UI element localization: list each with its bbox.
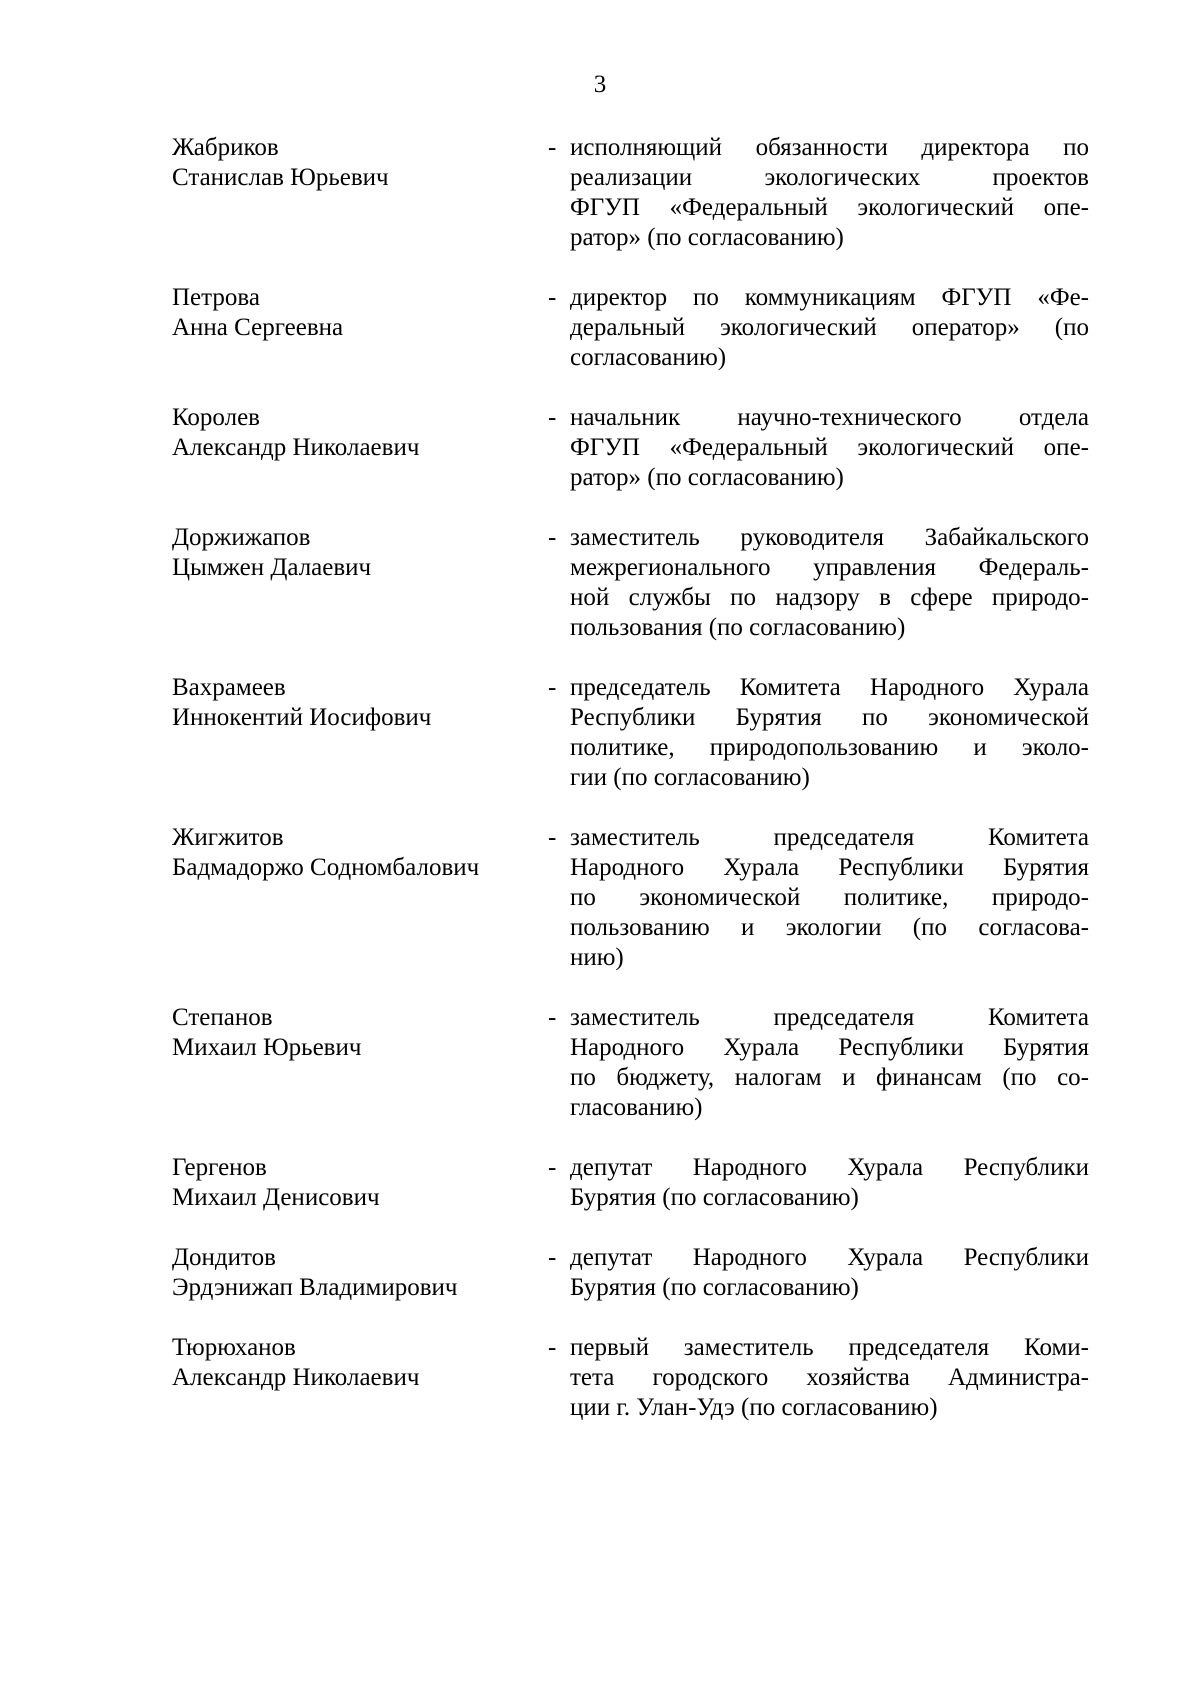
member-name — [172, 823, 542, 883]
position-line: нию) — [570, 944, 624, 971]
position-line: депутат Народного Хурала Республики — [570, 1154, 1089, 1181]
position-line: ной службы по надзору в сфере природо- — [570, 584, 1089, 611]
member-dash: - — [548, 1334, 557, 1361]
position-line: заместитель председателя Комитета — [570, 1004, 1089, 1031]
member-position — [570, 133, 1089, 253]
member-given-names: Станислав Юрьевич — [172, 164, 389, 191]
position-line: Республики Бурятия по экономической — [570, 704, 1089, 731]
member-name — [172, 1333, 542, 1393]
member-position — [570, 673, 1089, 793]
member-given-names: Михаил Денисович — [172, 1184, 380, 1211]
member-dash: - — [548, 404, 557, 431]
member-name — [172, 1243, 542, 1303]
member-position — [570, 1003, 1089, 1123]
member-given-names: Бадмадоржо Содномбалович — [172, 854, 480, 881]
member-surname: Петрова — [172, 284, 260, 311]
member-name — [172, 403, 542, 463]
member-surname: Жабриков — [172, 134, 279, 161]
member-given-names: Михаил Юрьевич — [172, 1034, 362, 1061]
position-line: заместитель председателя Комитета — [570, 824, 1089, 851]
position-line: председатель Комитета Народного Хурала — [570, 674, 1089, 701]
position-line: гласованию) — [570, 1094, 703, 1121]
member-position — [570, 823, 1089, 973]
member-position — [570, 1333, 1089, 1423]
member-surname: Тюрюханов — [172, 1334, 296, 1361]
position-line: тета городского хозяйства Администра- — [570, 1364, 1089, 1391]
member-surname: Жигжитов — [172, 824, 284, 851]
member-name — [172, 1003, 542, 1063]
member-position — [570, 523, 1089, 643]
member-surname: Гергенов — [172, 1154, 267, 1181]
member-dash: - — [548, 524, 557, 551]
position-line: межрегионального управления Федераль- — [570, 554, 1089, 581]
position-line: деральный экологический оператор» (по — [570, 314, 1089, 341]
position-line: пользования (по согласованию) — [570, 614, 906, 641]
position-line: начальник научно-технического отдела — [570, 404, 1089, 431]
member-dash: - — [548, 674, 557, 701]
position-line: ратор» (по согласованию) — [570, 224, 844, 251]
member-dash: - — [548, 284, 557, 311]
position-line: ФГУП «Федеральный экологический опе- — [570, 434, 1089, 461]
member-name — [172, 283, 542, 343]
member-dash: - — [548, 824, 557, 851]
member-name — [172, 1153, 542, 1213]
member-dash: - — [548, 1244, 557, 1271]
position-line: ФГУП «Федеральный экологический опе- — [570, 194, 1089, 221]
position-line: гии (по согласованию) — [570, 764, 810, 791]
member-name — [172, 133, 542, 193]
position-line: Бурятия (по согласованию) — [570, 1184, 859, 1211]
member-name — [172, 523, 542, 583]
position-line: Бурятия (по согласованию) — [570, 1274, 859, 1301]
member-position — [570, 403, 1089, 493]
member-given-names: Александр Николаевич — [172, 434, 420, 461]
member-given-names: Цымжен Далаевич — [172, 554, 372, 581]
page-number: 3 — [593, 71, 607, 98]
position-line: по экономической политике, природо- — [570, 884, 1089, 911]
position-line: директор по коммуникациям ФГУП «Фе- — [570, 284, 1089, 311]
member-surname: Дондитов — [172, 1244, 276, 1271]
member-dash: - — [548, 134, 557, 161]
position-line: Народного Хурала Республики Бурятия — [570, 1034, 1089, 1061]
position-line: согласованию) — [570, 344, 727, 371]
position-line: исполняющий обязанности директора по — [570, 134, 1089, 161]
member-surname: Вахрамеев — [172, 674, 286, 701]
position-line: ратор» (по согласованию) — [570, 464, 844, 491]
position-line: по бюджету, налогам и финансам (по со- — [570, 1064, 1089, 1091]
position-line: первый заместитель председателя Коми- — [570, 1334, 1089, 1361]
member-position — [570, 1243, 1089, 1303]
position-line: депутат Народного Хурала Республики — [570, 1244, 1089, 1271]
position-line: заместитель руководителя Забайкальского — [570, 524, 1089, 551]
member-given-names: Эрдэнижап Владимирович — [172, 1274, 458, 1301]
position-line: ции г. Улан-Удэ (по согласованию) — [570, 1394, 938, 1421]
member-surname: Доржижапов — [172, 524, 311, 551]
member-position — [570, 283, 1089, 373]
member-given-names: Александр Николаевич — [172, 1364, 420, 1391]
member-surname: Королев — [172, 404, 260, 431]
position-line: пользованию и экологии (по согласова- — [570, 914, 1089, 941]
member-position — [570, 1153, 1089, 1213]
member-given-names: Анна Сергеевна — [172, 314, 344, 341]
member-name — [172, 673, 542, 733]
position-line: Народного Хурала Республики Бурятия — [570, 854, 1089, 881]
position-line: политике, природопользованию и эколо- — [570, 734, 1089, 761]
member-given-names: Иннокентий Иосифович — [172, 704, 432, 731]
member-surname: Степанов — [172, 1004, 273, 1031]
position-line: реализации экологических проектов — [570, 164, 1089, 191]
member-dash: - — [548, 1154, 557, 1181]
member-dash: - — [548, 1004, 557, 1031]
